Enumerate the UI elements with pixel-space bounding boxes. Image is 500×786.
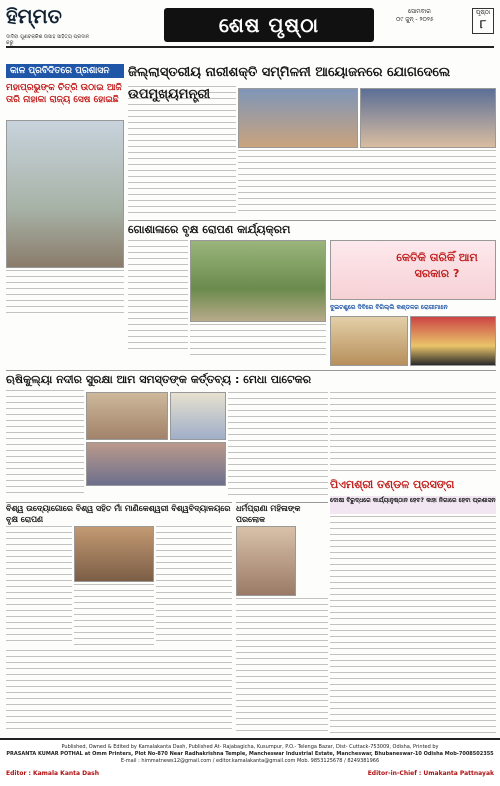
- page-number-box: [472, 8, 494, 34]
- side-photo-2: [410, 316, 496, 366]
- side-banner-sub: ଦୁଇଟଣ୍ଡ୍ରେ ଦିବିରେ ବିଗିଲ୍ଲି କଣ୍ଡଳର ରୋଗୀମାନେ: [330, 304, 448, 311]
- logo-tagline: ଦାଦିବା ଗୁଣବକ୍କିଶ ଉସାହ ସାହିତ୍ୟ ପ୍ରଦାନ କରୁ: [6, 34, 90, 46]
- lower-left-text: [6, 650, 232, 734]
- side-photo-1: [330, 316, 408, 366]
- univ-body-text-2: [74, 584, 154, 646]
- side-column-text: [330, 392, 496, 472]
- piyush-headline: ପିଏମଶ୍ରୀ ତଣ୍ଡଳ ପ୍ରସଙ୍ଗ: [330, 478, 455, 491]
- masthead-rule: [6, 46, 494, 48]
- univ-body-text-1: [6, 526, 72, 646]
- editor-in-chief-name: Editor-in-Chief : Umakanta Pattnayak: [367, 770, 494, 777]
- main-headline: ଜିଲ୍ଲାସ୍ତରୀୟ ନାରୀଶକ୍ତି ସମ୍ମିଳନୀ ଆୟୋଜନରେ ଯୋଗଦେଲେ ଉପମୁଖ୍ୟମନ୍ତ୍ରୀ: [128, 65, 451, 102]
- rushi-body-text-2: [228, 392, 328, 498]
- date-label: ୦୯ ଜୁନ୍ - ୨୦୨୫: [396, 16, 434, 23]
- page-banner: ଶେଷ ପୃଷ୍ଠା: [164, 8, 374, 42]
- rushi-photo-2: [170, 392, 226, 440]
- footer-printer-line: PRASANTA KUMAR POTHAL at Omm Printers, Plot No-870 Near Radhakrishna Temple, Mancheswar Industrial Estate, Mancheswar, Bhubaneswar-10 Odisha Mob-7008502355: [6, 751, 494, 757]
- kala-photo: [6, 120, 124, 268]
- dharma-headline: ଧର୍ମପ୍ରାଣା ମହିଳାଙ୍କ ପରଲୋକ: [236, 502, 328, 524]
- main-photo-1: [238, 88, 358, 148]
- masthead: [6, 4, 494, 60]
- main-photo-2: [360, 88, 496, 148]
- main-body-text-left: [128, 86, 236, 214]
- newspaper-logo: ହିମ୍ମତ: [6, 4, 62, 28]
- editor-name: Editor : Kamala Kanta Dash: [6, 770, 100, 777]
- dharma-body-text: [236, 598, 328, 734]
- rushi-body-text-1: [6, 390, 84, 498]
- piyush-body-text: [330, 516, 496, 734]
- rushi-photo-1: [86, 392, 168, 440]
- gosala-body-text-1: [128, 240, 188, 350]
- kala-headline: ମହାପ୍ରଭୁଙ୍କ ଚିତ୍ରି ଉଠାଇ ଆଜି ତାରି ନାହାକା ରାଜ୍ୟ ସେଷ ହୋଇଛି: [6, 83, 122, 105]
- univ-body-text-3: [156, 526, 232, 646]
- gosala-headline: ଗୋଶାଳାରେ ବୃକ୍ଷ ରୋପଣ କାର୍ଯ୍ୟକ୍ରମ: [128, 220, 496, 238]
- section-heading-kala: କାଳ ପ୍ରବିଦିତରେ ପ୍ରଶାସନ: [6, 64, 124, 78]
- footer-publisher-line: Published, Owned & Edited by Kamalakanta Dash, Published At- Rajabagicha, Kusumpur, P.O.- Telenga Bazar, Dist- Cuttack-753009, Odisha, Printed by: [61, 744, 439, 750]
- main-body-text-right: [238, 150, 496, 214]
- footer: [0, 738, 500, 786]
- gosala-body-text-2: [190, 324, 326, 360]
- dharma-photo: [236, 526, 296, 596]
- univ-photo: [74, 526, 154, 582]
- rushi-headline: ଋଷିକୁଲ୍ୟା ନଦୀର ସୁରକ୍ଷା ଆମ ସମସ୍ତଙ୍କ କର୍ତ୍ତବ୍ୟ : ମେଧା ପାଟେକର: [6, 370, 496, 388]
- side-banner-headline: କେତିକି ତାରିକିଁ ଆମ ସରକାର ?: [396, 251, 478, 280]
- page-label: ପୃଷ୍ଠା: [475, 9, 491, 16]
- rushi-photo-3: [86, 442, 226, 486]
- kala-body-text: [6, 270, 124, 314]
- piyush-subheadline: ଦୋଷୀ ବିରୁଦ୍ଧରେ କାର୍ଯ୍ୟାନୁଷ୍ଠାନ ହେବ? କାହା ନିଗାରେ ହେବା ପ୍ରଶାସନ: [330, 496, 496, 514]
- page-number: ୮: [479, 17, 487, 31]
- gosala-photo: [190, 240, 326, 322]
- day-label: ସୋମବାର: [408, 8, 431, 15]
- dateline: [384, 8, 470, 22]
- footer-contact-line: E-mail : himmatnews12@gmail.com / editor.kamalakanta@gmail.com Mob. 9853125678 / 8249381966: [120, 758, 380, 764]
- univ-headline: ବିଶ୍ୱ ଉଦ୍ୟୋଗୋରେ ବିଶ୍ୱ ସହିତ ମାଁ ମାଣିକେଶ୍ୱରୀ ବିଶ୍ୱବିଦ୍ୟାଳୟରେ ବୃକ୍ଷ ରୋପଣ: [6, 504, 231, 524]
